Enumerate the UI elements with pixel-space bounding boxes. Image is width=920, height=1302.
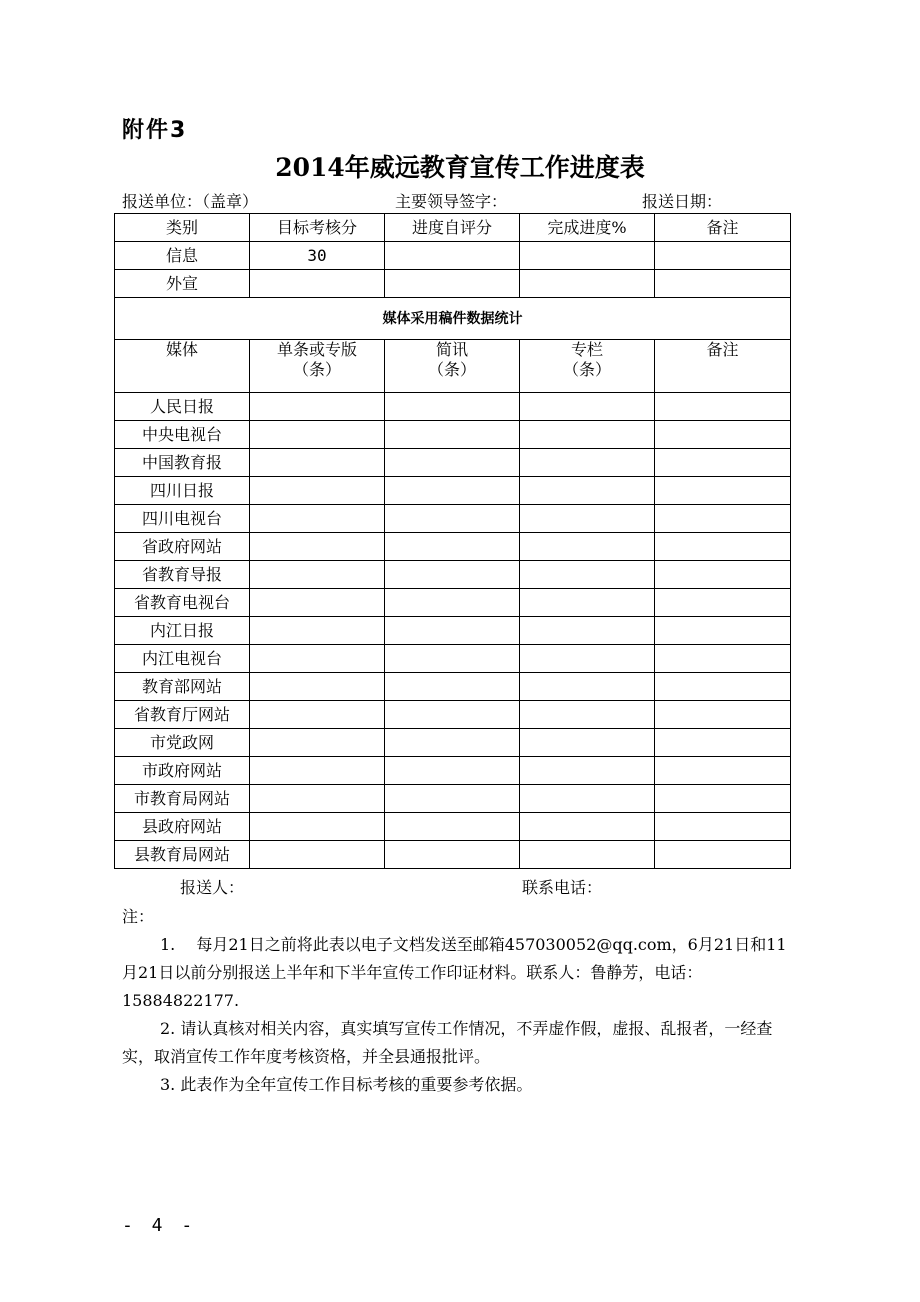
header-line1: 备注: [706, 340, 739, 359]
single-count-cell[interactable]: [250, 477, 385, 505]
remark-cell[interactable]: [655, 477, 791, 505]
table-row: [115, 841, 791, 869]
media-column-header: [385, 340, 520, 393]
media-name-cell: 四川电视台: [115, 505, 250, 533]
brief-count-cell[interactable]: [385, 813, 520, 841]
media-name-cell: 中国教育报: [115, 449, 250, 477]
column-count-cell[interactable]: [520, 673, 655, 701]
table-row: [115, 449, 791, 477]
submit-date-label: 报送日期：: [642, 192, 723, 211]
header-line2: （条）: [562, 360, 611, 379]
brief-count-cell[interactable]: [385, 421, 520, 449]
media-name-cell: 县教育局网站: [115, 841, 250, 869]
media-name-cell: 中央电视台: [115, 421, 250, 449]
note-item: 1. 每月21日之前将此表以电子文档发送至邮箱457030052@qq.com，6月21日和11月21日以前分别报送上半年和下半年宣传工作印证材料。联系人：鲁静芳，电话：15884822177.: [122, 935, 787, 1010]
table-row: [115, 701, 791, 729]
column-count-cell[interactable]: [520, 505, 655, 533]
table-row: [115, 813, 791, 841]
column-count-cell[interactable]: [520, 533, 655, 561]
media-name-cell: 省教育导报: [115, 561, 250, 589]
column-count-cell[interactable]: [520, 393, 655, 421]
column-count-cell[interactable]: [520, 701, 655, 729]
single-count-cell[interactable]: [250, 561, 385, 589]
brief-count-cell[interactable]: [385, 477, 520, 505]
column-count-cell[interactable]: [520, 729, 655, 757]
single-count-cell[interactable]: [250, 617, 385, 645]
remark-cell[interactable]: [655, 242, 791, 270]
single-count-cell[interactable]: [250, 449, 385, 477]
media-column-header: [250, 340, 385, 393]
media-column-header: [115, 340, 250, 393]
column-count-cell[interactable]: [520, 785, 655, 813]
table-row: [115, 505, 791, 533]
media-section-title: 媒体采用稿件数据统计: [115, 298, 791, 340]
table-row: [115, 729, 791, 757]
header-line1: 媒体: [165, 340, 198, 359]
single-count-cell[interactable]: [250, 505, 385, 533]
page-number: - 4 -: [122, 1215, 197, 1236]
remark-cell[interactable]: [655, 589, 791, 617]
column-header: 目标考核分: [250, 214, 385, 242]
column-count-cell[interactable]: [520, 589, 655, 617]
remark-cell[interactable]: [655, 645, 791, 673]
submit-unit-label: 报送单位：（盖章）: [122, 192, 259, 211]
header-line1: 简讯: [435, 340, 468, 359]
target-score-cell[interactable]: 30: [250, 242, 385, 270]
media-header-row: [115, 340, 791, 393]
target-score-cell[interactable]: [250, 270, 385, 298]
media-name-cell: 市党政网: [115, 729, 250, 757]
single-count-cell[interactable]: [250, 757, 385, 785]
remark-cell[interactable]: [655, 701, 791, 729]
notes-label: 注：: [122, 907, 155, 926]
brief-count-cell[interactable]: [385, 673, 520, 701]
remark-cell[interactable]: [655, 813, 791, 841]
attachment-label: 附件3: [122, 118, 188, 143]
media-name-cell: 省教育电视台: [115, 589, 250, 617]
column-header: 类别: [115, 214, 250, 242]
single-count-cell[interactable]: [250, 729, 385, 757]
self-score-cell[interactable]: [385, 242, 520, 270]
table-row: [115, 785, 791, 813]
table-row: [115, 645, 791, 673]
header-line1: 单条或专版: [276, 340, 357, 359]
media-name-cell: 内江日报: [115, 617, 250, 645]
header-line1: 专栏: [570, 340, 603, 359]
column-count-cell[interactable]: [520, 421, 655, 449]
header-line2: （条）: [292, 360, 341, 379]
remark-cell[interactable]: [655, 785, 791, 813]
single-count-cell[interactable]: [250, 589, 385, 617]
brief-count-cell[interactable]: [385, 561, 520, 589]
single-count-cell[interactable]: [250, 701, 385, 729]
media-name-cell: 市政府网站: [115, 757, 250, 785]
progress-cell[interactable]: [520, 242, 655, 270]
progress-cell[interactable]: [520, 270, 655, 298]
single-count-cell[interactable]: [250, 673, 385, 701]
table-row: [115, 673, 791, 701]
column-count-cell[interactable]: [520, 757, 655, 785]
brief-count-cell[interactable]: [385, 589, 520, 617]
single-count-cell[interactable]: [250, 533, 385, 561]
brief-count-cell[interactable]: [385, 701, 520, 729]
media-name-cell: 省教育厅网站: [115, 701, 250, 729]
single-count-cell[interactable]: [250, 393, 385, 421]
remark-cell[interactable]: [655, 449, 791, 477]
column-header: 备注: [655, 214, 791, 242]
media-name-cell: 县政府网站: [115, 813, 250, 841]
category-cell: 信息: [115, 242, 250, 270]
table-row: [115, 757, 791, 785]
column-count-cell[interactable]: [520, 813, 655, 841]
category-cell: 外宣: [115, 270, 250, 298]
table-row: [115, 421, 791, 449]
single-count-cell[interactable]: [250, 813, 385, 841]
brief-count-cell[interactable]: [385, 533, 520, 561]
column-count-cell[interactable]: [520, 561, 655, 589]
column-header: 进度自评分: [385, 214, 520, 242]
brief-count-cell[interactable]: [385, 757, 520, 785]
notes-section: [122, 903, 790, 1099]
column-count-cell[interactable]: [520, 449, 655, 477]
column-count-cell[interactable]: [520, 617, 655, 645]
table-row: [115, 589, 791, 617]
leader-signature-label: 主要领导签字：: [395, 192, 508, 211]
media-name-cell: 内江电视台: [115, 645, 250, 673]
single-count-cell[interactable]: [250, 645, 385, 673]
table-row: [115, 533, 791, 561]
column-count-cell[interactable]: [520, 477, 655, 505]
media-name-cell: 人民日报: [115, 393, 250, 421]
media-name-cell: 市教育局网站: [115, 785, 250, 813]
brief-count-cell[interactable]: [385, 785, 520, 813]
remark-cell[interactable]: [655, 561, 791, 589]
submitter-label: 报送人：: [180, 878, 245, 897]
table-header-row: [115, 214, 791, 242]
brief-count-cell[interactable]: [385, 841, 520, 869]
note-item: 2. 请认真核对相关内容，真实填写宣传工作情况，不弄虚作假，虚报、乱报者，一经查实，取消宣传工作年度考核资格，并全县通报批评。: [122, 1019, 773, 1066]
table-row: [115, 617, 791, 645]
table-row: [115, 393, 791, 421]
phone-label: 联系电话：: [522, 878, 603, 897]
remark-cell[interactable]: [655, 505, 791, 533]
remark-cell[interactable]: [655, 421, 791, 449]
note-item: 3. 此表作为全年宣传工作目标考核的重要参考依据。: [160, 1075, 533, 1094]
table-row: [115, 561, 791, 589]
media-name-cell: 省政府网站: [115, 533, 250, 561]
brief-count-cell[interactable]: [385, 645, 520, 673]
media-name-cell: 四川日报: [115, 477, 250, 505]
section-row: [115, 298, 791, 340]
single-count-cell[interactable]: [250, 421, 385, 449]
brief-count-cell[interactable]: [385, 729, 520, 757]
self-score-cell[interactable]: [385, 270, 520, 298]
remark-cell[interactable]: [655, 617, 791, 645]
brief-count-cell[interactable]: [385, 617, 520, 645]
brief-count-cell[interactable]: [385, 505, 520, 533]
column-count-cell[interactable]: [520, 645, 655, 673]
media-column-header: [655, 340, 791, 393]
brief-count-cell[interactable]: [385, 449, 520, 477]
brief-count-cell[interactable]: [385, 393, 520, 421]
media-name-cell: 教育部网站: [115, 673, 250, 701]
remark-cell[interactable]: [655, 729, 791, 757]
remark-cell[interactable]: [655, 270, 791, 298]
media-column-header: [520, 340, 655, 393]
table-row: [115, 242, 791, 270]
remark-cell[interactable]: [655, 393, 791, 421]
column-header: 完成进度%: [520, 214, 655, 242]
column-count-cell[interactable]: [520, 841, 655, 869]
single-count-cell[interactable]: [250, 785, 385, 813]
progress-table: [114, 213, 791, 869]
remark-cell[interactable]: [655, 841, 791, 869]
single-count-cell[interactable]: [250, 841, 385, 869]
table-row: [115, 270, 791, 298]
remark-cell[interactable]: [655, 757, 791, 785]
page-title: 2014年威远教育宣传工作进度表: [275, 153, 645, 182]
header-line2: （条）: [427, 360, 476, 379]
remark-cell[interactable]: [655, 673, 791, 701]
table-row: [115, 477, 791, 505]
remark-cell[interactable]: [655, 533, 791, 561]
